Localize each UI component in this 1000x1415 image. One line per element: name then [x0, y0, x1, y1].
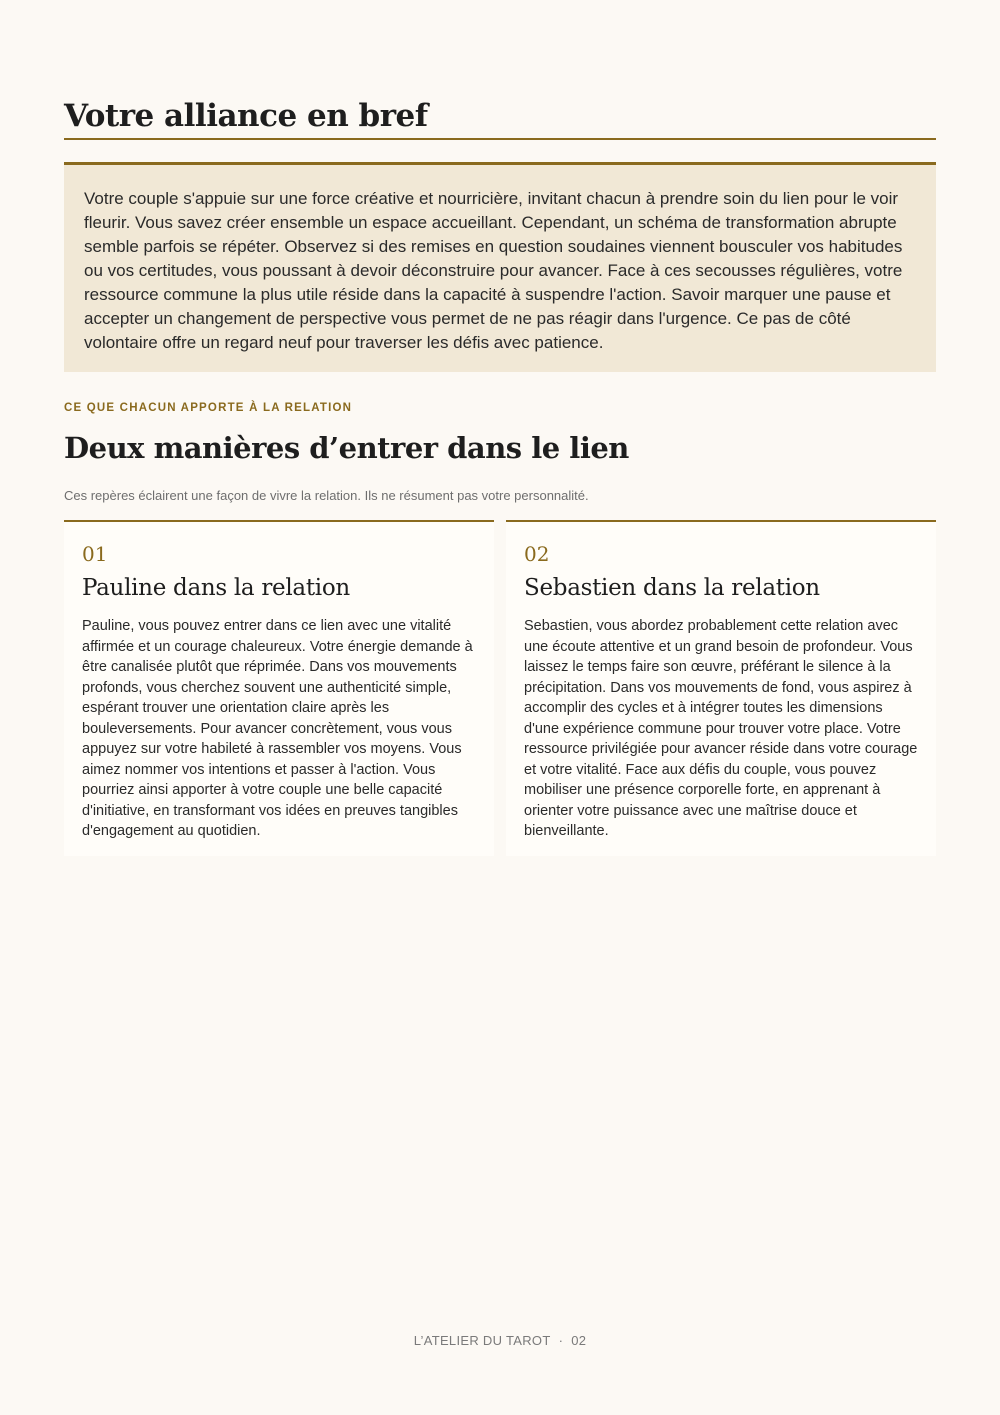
- page-footer: [0, 1333, 1000, 1348]
- page-title: Votre alliance en bref: [64, 98, 428, 134]
- card-title: Pauline dans la relation: [82, 575, 350, 601]
- partner-card-pauline: [64, 520, 494, 856]
- card-title: Sebastien dans la relation: [524, 575, 820, 601]
- summary-box: [64, 162, 936, 372]
- section-subtitle: Ces repères éclairent une façon de vivre la relation. Ils ne résument pas votre personnalité.: [64, 488, 589, 503]
- section-title: Deux manières d’entrer dans le lien: [64, 431, 629, 465]
- card-body: Sebastien, vous abordez probablement cette relation avec une écoute attentive et un grand besoin de profondeur. Vous laissez le temps faire son œuvre, préférant le silence à la précipitation. Dans vos mouvements de fond, vous aspirez à accomplir des cycles et à intégrer toutes les dimensions d'une expérience commune pour trouver votre place. Votre ressource privilégiée pour avancer réside dans votre courage et votre vitalité. Face aux défis du couple, vous pouvez mobiliser une présence corporelle forte, en apprenant à orienter votre puissance avec une maîtrise douce et bienveillante.: [524, 618, 918, 839]
- title-divider: [64, 138, 936, 140]
- section-eyebrow: CE QUE CHACUN APPORTE À LA RELATION: [64, 402, 353, 414]
- partner-card-sebastien: [506, 520, 936, 856]
- page-number: 02: [571, 1333, 587, 1348]
- summary-text: Votre couple s'appuie sur une force créative et nourricière, invitant chacun à prendre soin du lien pour le voir fleurir. Vous savez créer ensemble un espace accueillant. Cependant, un schéma de transformation abrupte semble parfois se répéter. Observez si des remises en question soudaines viennent bousculer vos habitudes ou vos certitudes, vous poussant à devoir déconstruire pour avancer. Face à ces secousses régulières, votre ressource commune la plus utile réside dans la capacité à suspendre l'action. Savoir marquer une pause et accepter un changement de perspective vous permet de ne pas réagir dans l'urgence. Ce pas de côté volontaire offre un regard neuf pour traverser les défis avec patience.: [84, 189, 903, 352]
- card-body: Pauline, vous pouvez entrer dans ce lien avec une vitalité affirmée et un courage chaleureux. Votre énergie demande à être canalisée plutôt que réprimée. Dans vos mouvements profonds, vous cherchez souvent une authenticité simple, espérant trouver une orientation claire après les bouleversements. Pour avancer concrètement, vous vous appuyez sur votre habileté à rassembler vos moyens. Vous aimez nommer vos intentions et passer à l'action. Vous pourriez ainsi apporter à votre couple une belle capacité d'initiative, en transformant vos idées en preuves tangibles d'engagement au quotidien.: [82, 618, 473, 839]
- card-number: 02: [524, 542, 550, 566]
- footer-separator: ·: [558, 1333, 564, 1348]
- card-number: 01: [82, 542, 108, 566]
- footer-brand: L’ATELIER DU TAROT: [413, 1333, 551, 1348]
